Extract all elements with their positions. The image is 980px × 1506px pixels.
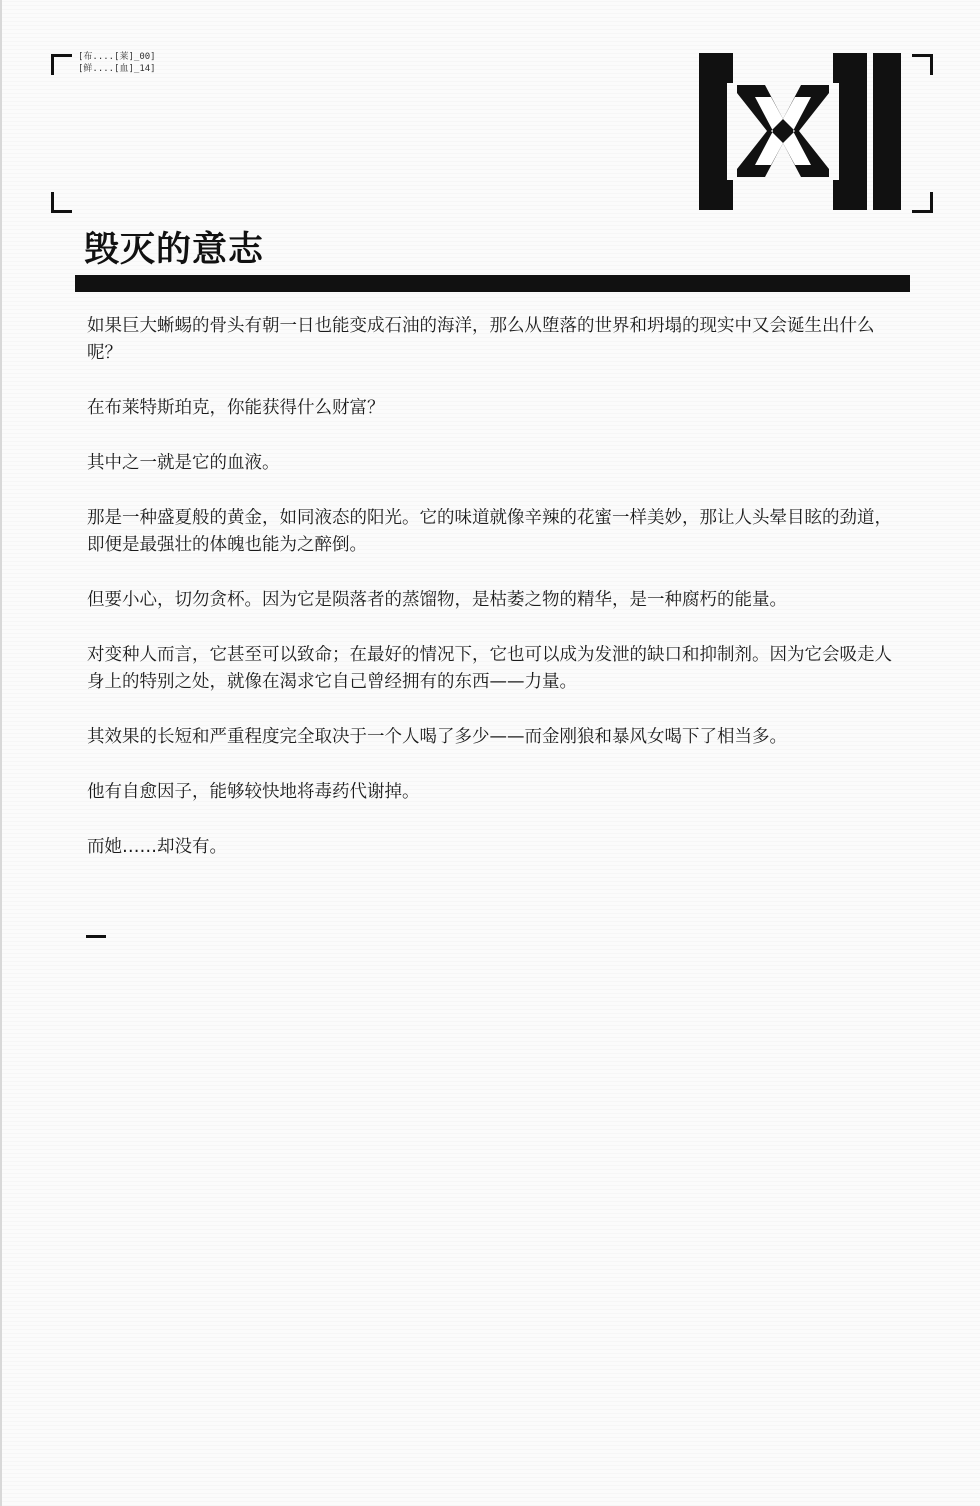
corner-bracket-bottom-right bbox=[912, 192, 933, 213]
x-bracket-logo-icon bbox=[699, 53, 901, 210]
code-tag bbox=[78, 51, 156, 75]
paragraph: 在布莱特斯珀克，你能获得什么财富？ bbox=[87, 398, 385, 418]
paragraph: 那是一种盛夏般的黄金，如同液态的阳光。它的味道就像辛辣的花蜜一样美妙，那让人头晕目眩的劲道，即便是最强壮的体魄也能为之醉倒。 bbox=[87, 508, 892, 555]
paragraph: 但要小心，切勿贪杯。因为它是陨落者的蒸馏物，是枯萎之物的精华，是一种腐朽的能量。 bbox=[87, 590, 787, 610]
body-text bbox=[87, 313, 909, 889]
code-line-2: [鲜....[血]_14] bbox=[78, 64, 156, 74]
paragraph: 其效果的长短和严重程度完全取决于一个人喝了多少——而金刚狼和暴风女喝下了相当多。 bbox=[87, 727, 787, 747]
page-title: 毁灭的意志 bbox=[84, 230, 265, 270]
paragraph: 他有自愈因子，能够较快地将毒药代谢掉。 bbox=[87, 782, 420, 802]
corner-bracket-top-right bbox=[912, 54, 933, 75]
corner-bracket-top-left bbox=[51, 54, 72, 75]
paragraph: 如果巨大蜥蜴的骨头有朝一日也能变成石油的海洋，那么从堕落的世界和坍塌的现实中又会诞生出什么呢？ bbox=[87, 316, 875, 363]
title-underline-bar bbox=[75, 275, 910, 292]
end-mark-dash bbox=[86, 935, 106, 938]
corner-bracket-bottom-left bbox=[51, 192, 72, 213]
code-line-1: [布....[莱]_00] bbox=[78, 52, 156, 62]
paragraph: 而她……却没有。 bbox=[87, 837, 227, 857]
paragraph: 其中之一就是它的血液。 bbox=[87, 453, 280, 473]
paragraph: 对变种人而言，它甚至可以致命；在最好的情况下，它也可以成为发泄的缺口和抑制剂。因为它会吸走人身上的特别之处，就像在渴求它自己曾经拥有的东西——力量。 bbox=[87, 645, 892, 692]
